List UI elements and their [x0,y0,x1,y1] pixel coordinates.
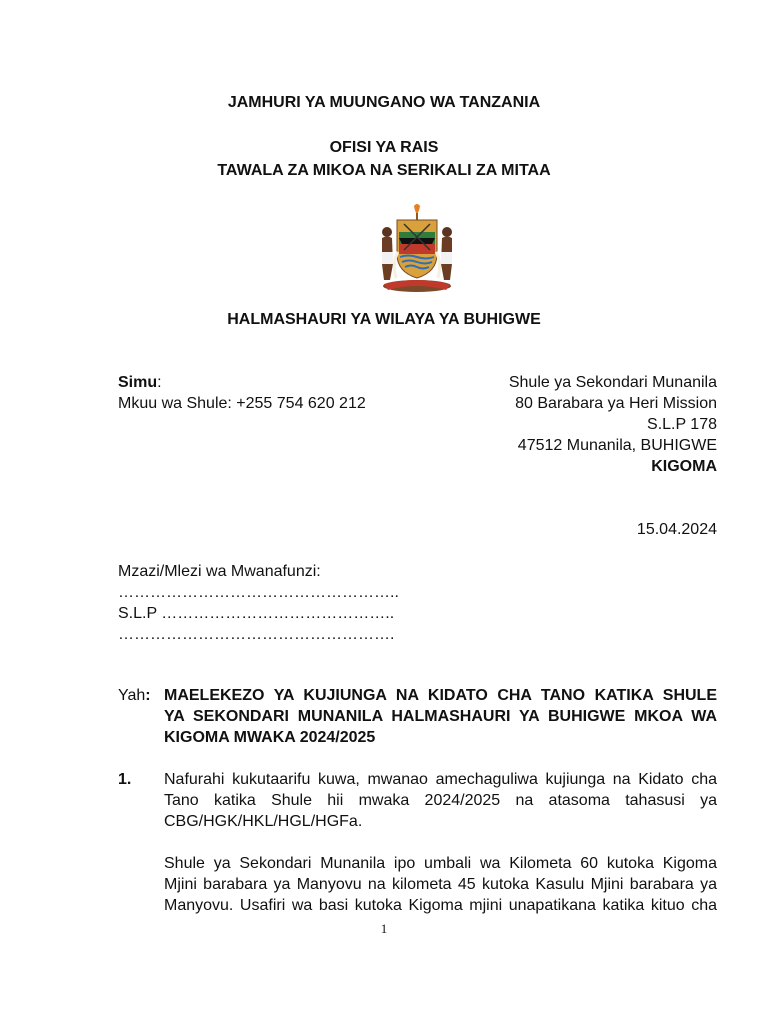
address-line-3: S.L.P 178 [647,416,717,433]
council-name: HALMASHAURI YA WILAYA YA BUHIGWE [227,311,541,328]
address-line-4: 47512 Munanila, BUHIGWE [517,437,717,454]
paragraph-1-line-1: Nafurahi kukutaarifu kuwa, mwanao amechaguliwa kujiunga na Kidato cha [164,771,717,788]
simu-colon: : [157,374,162,391]
paragraph-1-line-2: Tano katika Shule hii mwaka 2024/2025 na atasoma tahasusi ya [164,792,717,809]
head-teacher-phone: Mkuu wa Shule: +255 754 620 212 [118,395,366,412]
recipient-label: Mzazi/Mlezi wa Mwanafunzi: [118,563,321,580]
letter-date: 15.04.2024 [636,521,717,538]
subject-colon: : [145,687,151,704]
paragraph-2-line-2: Mjini barabara ya Manyovu na kilometa 45 kutoka Kasulu Mjini barabara ya [164,876,717,893]
coat-of-arms-emblem [374,202,460,294]
paragraph-2-line-1: Shule ya Sekondari Munanila ipo umbali wa Kilometa 60 kutoka Kigoma [164,855,717,872]
recipient-slp: S.L.P …………………………………….. [118,605,395,622]
address-line-2: 80 Barabara ya Heri Mission [515,395,717,412]
simu-label: Simu [118,374,158,391]
header-office: OFISI YA RAIS [329,139,439,156]
header-ministry: TAWALA ZA MIKOA NA SERIKALI ZA MITAA [217,162,551,179]
header-republic: JAMHURI YA MUUNGANO WA TANZANIA [227,94,541,111]
subject-line-1: MAELEKEZO YA KUJIUNGA NA KIDATO CHA TANO KATIKA SHULE [164,687,717,704]
item-number: 1. [118,771,132,788]
paragraph-1-line-3: CBG/HGK/HKL/HGL/HGFa. [164,813,363,830]
subject-prefix [118,685,151,706]
recipient-dots-2: ……………………………………………. [118,626,395,643]
page-number: 1 [380,921,388,936]
paragraph-2-line-3: Manyovu. Usafiri wa basi kutoka Kigoma mjini unapatikana katika kituo cha [164,897,717,914]
recipient-dots-1: …………………………………………….. [118,584,399,601]
address-line-1: Shule ya Sekondari Munanila [508,374,717,391]
subject-yah: Yah [118,687,146,704]
subject-line-2: YA SEKONDARI MUNANILA HALMASHAURI YA BUHIGWE MKOA WA [164,708,717,725]
address-region: KIGOMA [651,458,717,475]
subject-line-3: KIGOMA MWAKA 2024/2025 [164,729,376,746]
phone-label-line [118,372,162,393]
